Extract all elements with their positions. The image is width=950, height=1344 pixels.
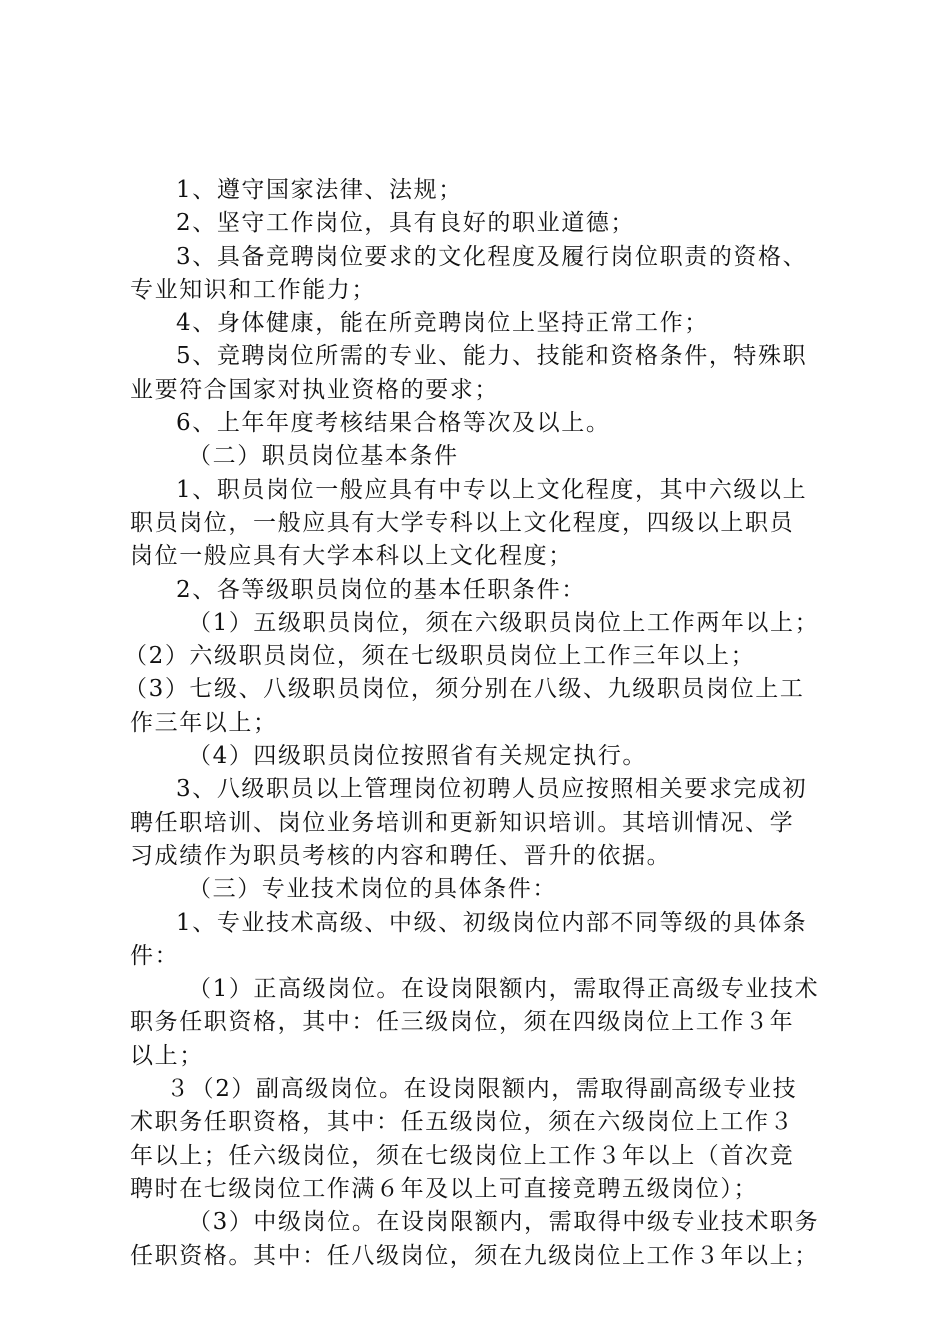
paragraph-line: 以上； [130, 1042, 204, 1069]
paragraph-line: 职务任职资格，其中：任三级岗位，须在四级岗位上工作３年 [130, 1009, 795, 1036]
paragraph-line: 2、各等级职员岗位的基本任职条件： [176, 576, 586, 603]
paragraph-line: 聘时在七级岗位工作满６年及以上可直接竞聘五级岗位）； [130, 1175, 759, 1202]
paragraph-line: 业要符合国家对执业资格的要求； [130, 376, 499, 403]
section-heading: （二）职员岗位基本条件 [188, 443, 459, 470]
paragraph-line: （3）中级岗位。在设岗限额内，需取得中级专业技术职务 [188, 1209, 820, 1236]
document-body [124, 174, 830, 1273]
paragraph-line: ３（2）副高级岗位。在设岗限额内，需取得副高级专业技 [166, 1076, 798, 1103]
paragraph-line: （1）正高级岗位。在设岗限额内，需取得正高级专业技术 [188, 976, 820, 1003]
paragraph-line: 职员岗位，一般应具有大学专科以上文化程度，四级以上职员 [130, 509, 795, 536]
paragraph-line: （4）四级职员岗位按照省有关规定执行。 [188, 743, 648, 770]
paragraph-line: （1）五级职员岗位，须在六级职员岗位上工作两年以上； [188, 609, 820, 636]
paragraph-line: 3、八级职员以上管理岗位初聘人员应按照相关要求完成初 [176, 776, 808, 803]
paragraph-line: （2）六级职员岗位，须在七级职员岗位上工作三年以上； [124, 643, 756, 670]
paragraph-line: 5、竞聘岗位所需的专业、能力、技能和资格条件，特殊职 [176, 343, 808, 370]
paragraph-line: 1、专业技术高级、中级、初级岗位内部不同等级的具体条 [176, 909, 808, 936]
paragraph-line: 件： [130, 942, 180, 969]
paragraph-line: 2、坚守工作岗位，具有良好的职业道德； [176, 210, 636, 237]
paragraph-line: 作三年以上； [130, 709, 278, 736]
paragraph-line: 6、上年年度考核结果合格等次及以上。 [176, 410, 611, 437]
paragraph-line: 术职务任职资格，其中：任五级岗位，须在六级岗位上工作３ [130, 1109, 795, 1136]
paragraph-line: 岗位一般应具有大学本科以上文化程度； [130, 543, 573, 570]
paragraph-line: 习成绩作为职员考核的内容和聘任、晋升的依据。 [130, 842, 672, 869]
paragraph-line: （3）七级、八级职员岗位，须分别在八级、九级职员岗位上工 [124, 676, 805, 703]
paragraph-line: 任职资格。其中：任八级岗位，须在九级岗位上工作３年以上； [130, 1242, 819, 1269]
paragraph-line: 1、遵守国家法律、法规； [176, 177, 463, 203]
section-heading: （三）专业技术岗位的具体条件： [188, 876, 557, 903]
paragraph-line: 年以上；任六级岗位，须在七级岗位上工作３年以上（首次竞 [130, 1142, 795, 1169]
paragraph-line: 3、具备竞聘岗位要求的文化程度及履行岗位职责的资格、 [176, 243, 808, 270]
paragraph-line: 4、身体健康，能在所竞聘岗位上坚持正常工作； [176, 310, 709, 337]
paragraph-line: 1、职员岗位一般应具有中专以上文化程度，其中六级以上 [176, 476, 808, 503]
paragraph-line: 专业知识和工作能力； [130, 276, 376, 303]
paragraph-line: 聘任职培训、岗位业务培训和更新知识培训。其培训情况、学 [130, 809, 795, 836]
